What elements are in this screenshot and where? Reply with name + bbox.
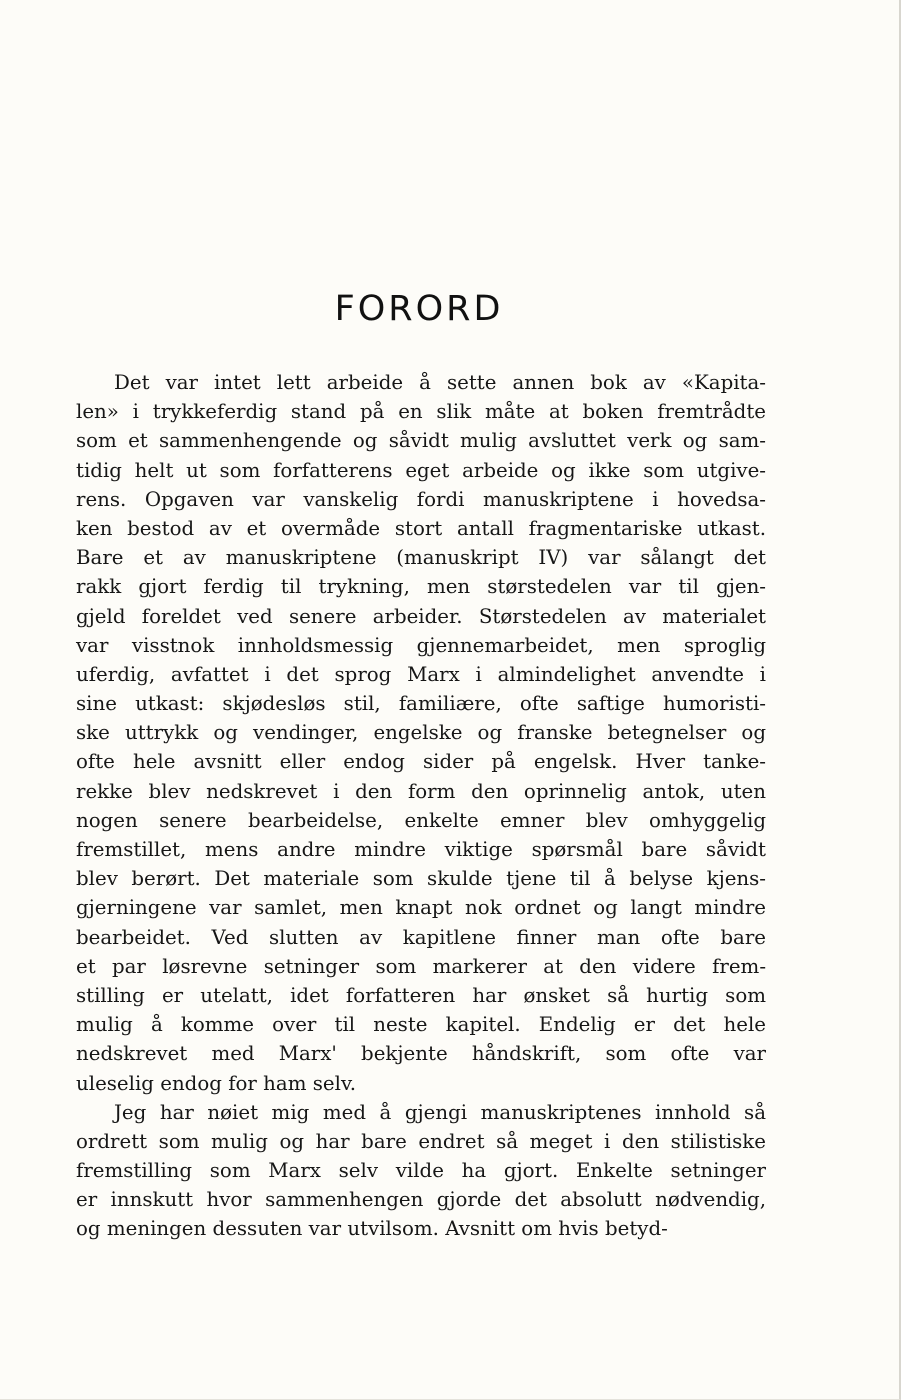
text-line: gjeld foreldet ved senere arbeider. Størstedelen av materialet bbox=[76, 604, 766, 628]
text-line: fremstillet, mens andre mindre viktige spørsmål bare såvidt bbox=[76, 838, 766, 861]
text-line: var visstnok innholdsmessig gjennemarbeidet, men sproglig bbox=[76, 633, 766, 657]
text-line: ofte hele avsnitt eller endog sider på engelsk. Hver tanke- bbox=[76, 750, 766, 774]
text-line: stilling er utelatt, idet forfatteren har ønsket så hurtig som bbox=[76, 983, 766, 1007]
text-line: uferdig, avfattet i det sprog Marx i almindelighet anvendte i bbox=[76, 662, 766, 686]
text-line: og meningen dessuten var utvilsom. Avsnitt om hvis betyd- bbox=[76, 1217, 668, 1241]
text-line: Bare et av manuskriptene (manuskript IV) var sålangt det bbox=[76, 546, 766, 570]
text-line: Det var intet lett arbeide å sette annen bok av «Kapita- bbox=[114, 371, 766, 394]
text-line: et par løsrevne setninger som markerer at den videre frem- bbox=[76, 954, 766, 978]
text-line: nogen senere bearbeidelse, enkelte emner blev omhyggelig bbox=[76, 808, 766, 832]
text-line: bearbeidet. Ved slutten av kapitlene finner man ofte bare bbox=[76, 925, 766, 949]
text-line: mulig å komme over til neste kapitel. Endelig er det hele bbox=[76, 1013, 766, 1037]
text-line: rekke blev nedskrevet i den form den oprinnelig antok, uten bbox=[76, 779, 766, 803]
page-title: FORORD bbox=[334, 289, 504, 329]
text-line: ske uttrykk og vendinger, engelske og franske betegnelser og bbox=[76, 721, 766, 745]
text-line: Jeg har nøiet mig med å gjengi manuskriptenes innhold så bbox=[114, 1100, 766, 1124]
text-line: sine utkast: skjødesløs stil, familiære, ofte saftige humoristi- bbox=[76, 692, 766, 716]
text-line: ordrett som mulig og har bare endret så meget i den stilistiske bbox=[76, 1129, 766, 1153]
text-line: len» i trykkeferdig stand på en slik måte at boken fremtrådte bbox=[76, 400, 766, 424]
text-line: blev berørt. Det materiale som skulde tjene til å belyse kjens- bbox=[76, 867, 766, 891]
paragraph bbox=[76, 368, 766, 1098]
body-text bbox=[76, 368, 766, 1244]
paragraph bbox=[76, 1098, 766, 1244]
text-line: ken bestod av et overmåde stort antall fragmentariske utkast. bbox=[76, 516, 766, 540]
text-line: fremstilling som Marx selv vilde ha gjort. Enkelte setninger bbox=[76, 1159, 766, 1183]
text-line: rens. Opgaven var vanskelig fordi manuskriptene i hovedsa- bbox=[76, 487, 766, 511]
text-line: tidig helt ut som forfatterens eget arbeide og ikke som utgive- bbox=[76, 458, 766, 482]
text-line: uleselig endog for ham selv. bbox=[76, 1071, 357, 1095]
text-line: er innskutt hvor sammenhengen gjorde det absolutt nødvendig, bbox=[76, 1188, 766, 1212]
text-line: gjerningene var samlet, men knapt nok ordnet og langt mindre bbox=[76, 896, 766, 920]
text-line: som et sammenhengende og såvidt mulig avsluttet verk og sam- bbox=[76, 429, 766, 453]
text-line: rakk gjort ferdig til trykning, men størstedelen var til gjen- bbox=[76, 575, 766, 599]
text-line: nedskrevet med Marx' bekjente håndskrift, som ofte var bbox=[76, 1042, 766, 1066]
